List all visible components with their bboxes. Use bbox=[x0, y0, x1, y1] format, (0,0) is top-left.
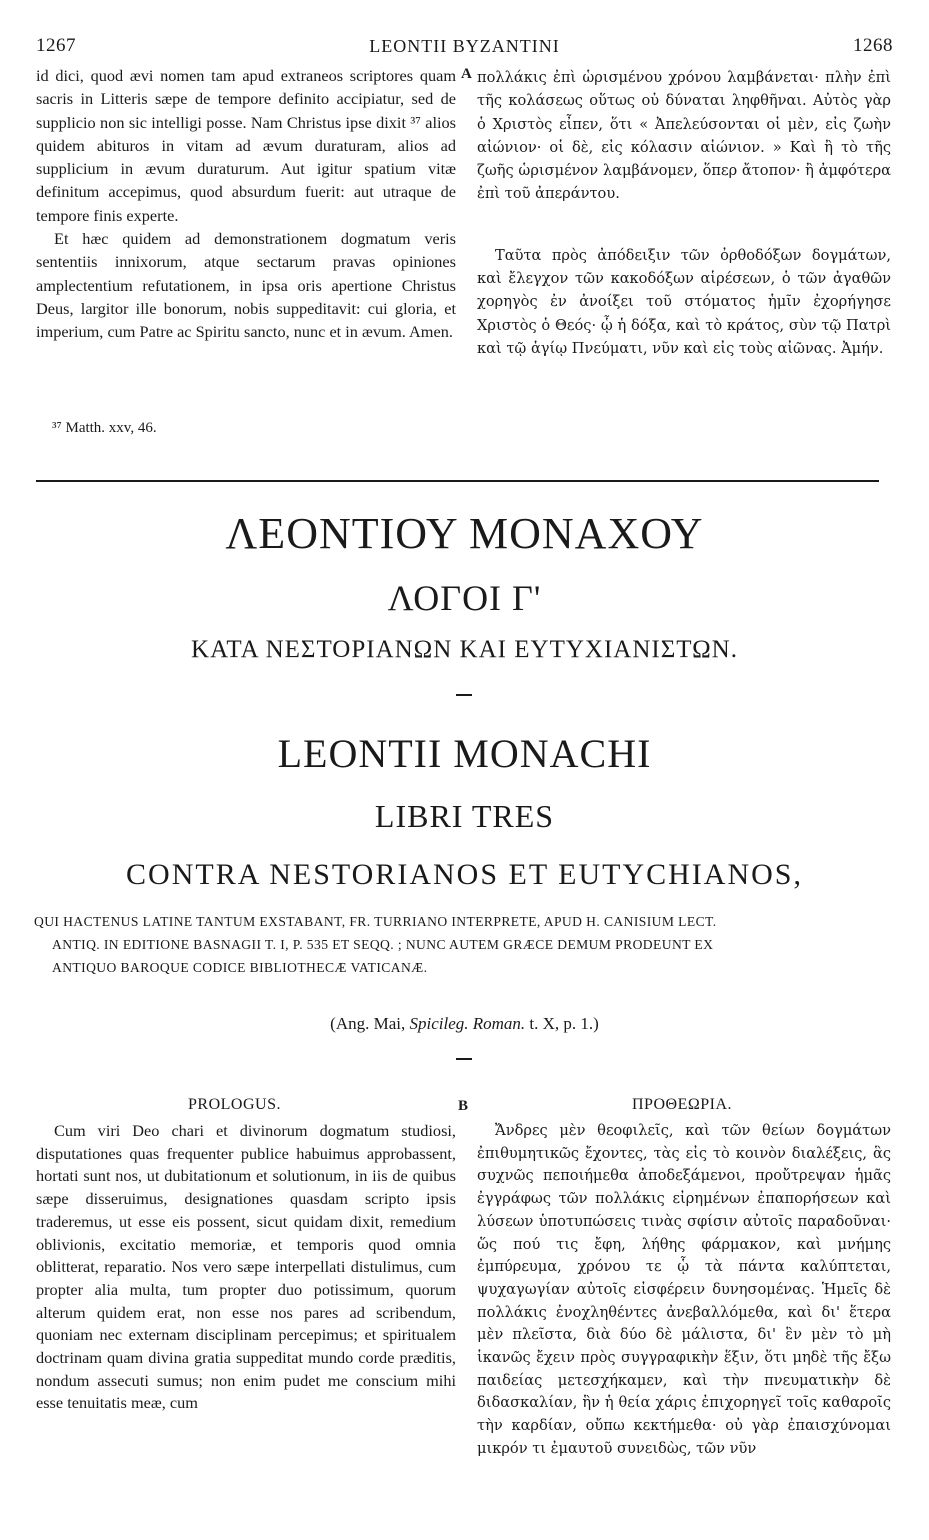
greek-title: ΛΕΟΝΤΙΟΥ ΜΟΝΑΧΟΥ bbox=[225, 509, 704, 558]
prologus-heading: PROLOGUS. bbox=[188, 1096, 281, 1113]
footnote: ³⁷ Matth. xxv, 46. bbox=[52, 420, 157, 436]
edition-description bbox=[34, 910, 886, 979]
right-page-number: 1268 bbox=[852, 35, 893, 56]
latin-subtitle: LIBRI TRES bbox=[374, 798, 555, 834]
greek-subtitle: ΛΟΓΟΙ Γ' bbox=[387, 578, 542, 618]
description-line: ANTIQUO BAROQUE CODICE BIBLIOTHECÆ VATICANÆ. bbox=[52, 960, 428, 975]
greek-subtitle-line: ΚΑΤΑ ΝΕΣΤΟΡΙΑΝΩΝ ΚΑΙ ΕΥΤΥΧΙΑΝΙΣΤΩΝ. bbox=[191, 636, 738, 663]
protheoria-heading: ΠΡΟΘΕΩΡΙΑ. bbox=[632, 1096, 733, 1113]
description-line: ANTIQ. IN EDITIONE BASNAGII T. I, P. 535 ET SEQQ. ; NUNC AUTEM GRÆCE DEMUM PRODEUNT EX bbox=[52, 937, 714, 952]
citation-dash bbox=[456, 1058, 472, 1060]
latin-paragraph: Et hæc quidem ad demonstrationem dogmatum veris sententiis innixorum, atque sectarum pravas opiniones amplectentium refutationem, in ipsa oris apertione Christus Deus, largitor ille bonorum, nobis suppeditavit: cui gloria, et imperium, cum Patre ac Spiritu sancto, nunc et in ævum. Amen. bbox=[36, 229, 456, 342]
section-divider bbox=[36, 480, 879, 482]
prologus-text: Cum viri Deo chari et divinorum dogmatum studiosi, disputationes quas frequenter publice habuimus approbassent, hortati sunt nos, ut dubitationum et solutionum, in iis de quibus sæpe disseruimus, designationes quasdam scripto ipsis traderemus, ut esse eis possent, sicut quidam dixit, remedium oblivionis, excitatio memoriæ, et temporis quod omnia oblitterat, reparatio. Nos vero sæpe interpellati distulimus, cum propter alia multa, tum propter duo potissimum, quorum alterum quidem erat, non esse nos pares ad scribendum, quoniam nec externam disciplinam percepimus; et spiritualem doctrinam quam divina gratia suppeditat mundo corde præditis, nondum assecuti sumus; non enim pudet me conscium mihi esse tenuitatis meæ, cum bbox=[36, 1121, 456, 1413]
running-title: LEONTII BYZANTINI bbox=[369, 35, 560, 56]
latin-subtitle-line: CONTRA NESTORIANOS ET EUTYCHIANOS, bbox=[126, 858, 803, 891]
top-greek-column bbox=[477, 66, 891, 360]
description-line: QUI HACTENUS LATINE TANTUM EXSTABANT, FR. TURRIANO INTERPRETE, APUD H. CANISIUM LECT. bbox=[34, 914, 717, 929]
top-latin-column bbox=[36, 64, 456, 344]
latin-paragraph: id dici, quod ævi nomen tam apud extraneos scriptores quam sacris in Litteris sæpe de tempore definito accipiatur, sed de supplicio non sic intelligi posse. Nam Christus ipse dixit ³⁷ alios quidem abituros in vitam ad ævum duraturam, alios ad supplicium in ævum duraturum. Aut igitur spatium vitæ definitum accepimus, quod absurdum fuerit: aut utraque de tempore finis experte. bbox=[36, 66, 456, 225]
margin-marker-b: B bbox=[458, 1098, 469, 1114]
greek-paragraph: πολλάκις ἐπὶ ὡρισμένου χρόνου λαμβάνεται· πλὴν ἐπὶ τῆς κολάσεως οὕτως οὐ δύναται ληφθῆναι. Αὐτὸς γὰρ ὁ Χριστὸς εἶπεν, ὅτι « Ἀπελεύσονται οἱ μὲν, εἰς ζωὴν αἰώνιον· οἱ δὲ, εἰς κόλασιν αἰώνιον. » Καὶ ἢ τὸ τῆς ζωῆς ὡρισμένον λαμβάνομεν, ὅπερ ἄτοπον· ἢ ἀμφότερα ἐπὶ τοῦ ἀπεράντου. bbox=[477, 69, 891, 203]
protheoria-text: Ἄνδρες μὲν θεοφιλεῖς, καὶ τῶν θείων δογμάτων ἐπιθυμητικῶς ἔχοντες, τὰς εἰς τὸ κοινὸν διαλέξεις, ἃς συχνῶς πεποιήμεθα ἀποδεξάμενοι, προὔτρεψαν ἡμᾶς ἐγγράφως τῶν πολλάκις εἰρημένων ἐπαπορήσεων καὶ λύσεων ὑποτυπώσεις τινὰς σφίσιν αὐτοῖς παραδοῦναι· ὥς πού τις ἔφη, λήθης φάρμακον, καὶ μνήμης ἐμπύρευμα, χρόνου τε ᾧ τὰ πάντα καλύπτεται, ψυχαγωγίαν αὐτοῖς εἰσφέρειν δυνησομένας. Ἡμεῖς δὲ πολλάκις ἐνοχληθέντες ἀνεβαλλόμεθα, καὶ δι' ἕτερα μὲν πλεῖστα, διὰ δύο δὲ μάλιστα, δι' ἓν μὲν τὸ μὴ ἱκανῶς ἔχειν πρὸς συγγραφικὴν ἕξιν, ὅτι μηδὲ τῆς ἔξω παιδείας μετεσχήκαμεν, καὶ τὴν πνευματικὴν δὲ διδασκαλίαν, ἣν ἡ θεία χάρις ἐπιχορηγεῖ τοῖς καθαροῖς τὴν καρδίαν, οὔπω κεκτήμεθα· οὐ γὰρ ἐπαισχύνομαι μικρόν τι ἐμαυτοῦ συνειδὼς, τῶν νῦν bbox=[477, 1122, 891, 1457]
title-dash bbox=[456, 694, 472, 696]
left-page-number: 1267 bbox=[36, 35, 76, 56]
margin-marker-a: A bbox=[461, 66, 472, 82]
source-citation: (Ang. Mai, Spicileg. Roman. t. X, p. 1.) bbox=[330, 1014, 599, 1033]
protheoria-column bbox=[477, 1120, 891, 1461]
latin-title: LEONTII MONACHI bbox=[277, 731, 652, 776]
greek-paragraph: Ταῦτα πρὸς ἀπόδειξιν τῶν ὀρθοδόξων δογμάτων, καὶ ἔλεγχον τῶν κακοδόξων αἱρέσεων, ὁ τῶν ἀγαθῶν χορηγὸς ἐν ἀνοίξει τοῦ στόματος ἡμῖν ἐχορήγησε Χριστὸς ὁ Θεός· ᾧ ἡ δόξα, καὶ τὸ κράτος, σὺν τῷ Πατρὶ καὶ τῷ ἁγίῳ Πνεύματι, νῦν καὶ εἰς τοὺς αἰῶνας. Ἀμήν. bbox=[477, 246, 891, 357]
page-header bbox=[36, 34, 893, 58]
prologus-column bbox=[36, 1120, 456, 1415]
